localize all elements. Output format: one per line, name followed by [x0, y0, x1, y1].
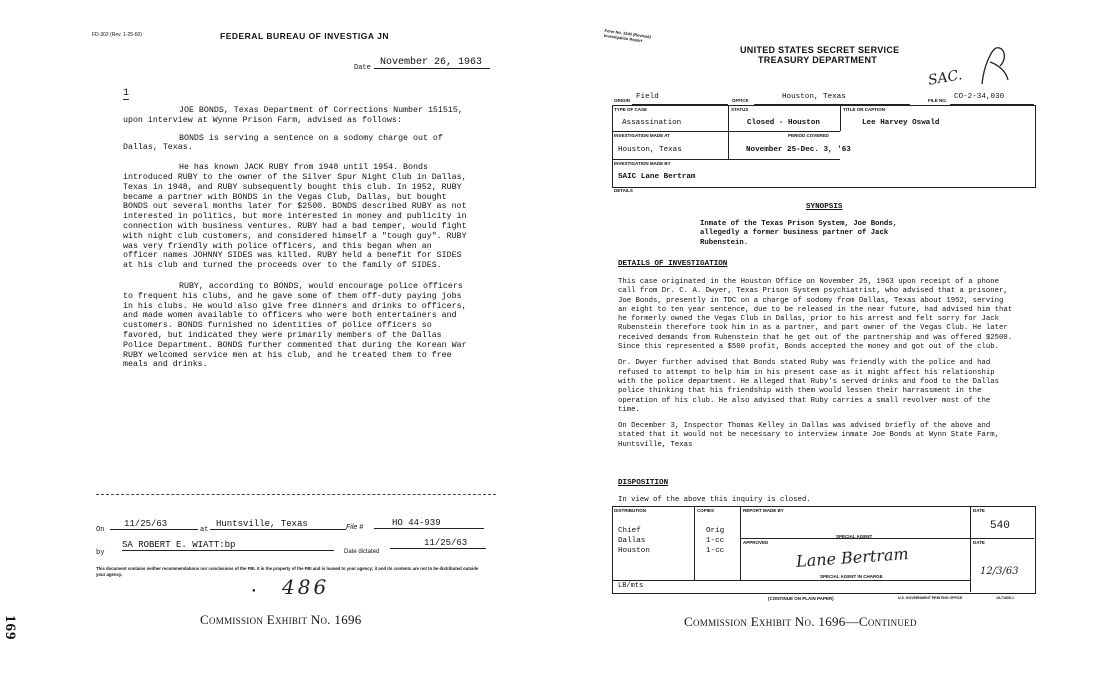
disposition-heading: DISPOSITION: [618, 479, 669, 487]
bullet-mark: ●: [252, 588, 256, 594]
list-item: Chief: [618, 527, 641, 535]
secret-service-document: [600, 28, 1040, 608]
right-caption: Commission Exhibit No. 1696—Continued: [684, 614, 917, 629]
report-by-label: REPORT MADE BY: [743, 508, 784, 513]
dictated-label: Date dictated: [344, 549, 380, 555]
origin: Field: [636, 93, 659, 101]
list-item: Orig: [706, 527, 725, 535]
synopsis-heading: SYNOPSIS: [806, 203, 843, 211]
details-text: [618, 278, 1014, 450]
disclaimer: This document contains neither recommendations nor conclusions of the FBI. It is the property of the FBI and is loaned to your agency; it and its contents are not to be distributed outside your agency.: [96, 566, 479, 577]
handwritten-scribble: [974, 44, 1014, 88]
form-number: 16-71605-1: [996, 596, 1014, 600]
department-header: TREASURY DEPARTMENT: [758, 55, 878, 65]
paragraph: JOE BONDS, Texas Department of Corrections Number 151515, upon interview at Wynne Prison Farm, advised as follows:: [123, 106, 463, 125]
list-item: 1-cc: [706, 537, 725, 545]
divider: [96, 494, 496, 495]
office-label: OFFICE: [732, 98, 749, 103]
details-heading: DETAILS OF INVESTIGATION: [618, 260, 728, 268]
period-label: PERIOD COVERED: [788, 133, 829, 138]
dictated-date: 11/25/63: [390, 538, 486, 549]
paragraph: BONDS is serving a sentence on a sodomy charge out of Dallas, Texas.: [123, 133, 443, 153]
form-code: Form No. 1540 (Revised) Investigation Report: [603, 27, 652, 44]
synopsis-text: Inmate of the Texas Prison System, Joe Bonds, allegedly a former business partner of Jack Rubenstein.: [700, 220, 898, 247]
file-label: File #: [346, 524, 364, 531]
made-by: SAIC Lane Bertram: [618, 173, 696, 181]
at-label: at: [200, 526, 209, 534]
gpo-note: U.S. GOVERNMENT PRINTING OFFICE: [898, 596, 963, 600]
form-code: FD-302 (Rev. 1-25-60): [92, 32, 142, 38]
copies-list: [706, 526, 724, 556]
page-stamp: 540: [990, 520, 1010, 532]
file-number: HO 44-939: [374, 518, 484, 529]
agent-name: SA ROBERT E. WIATT:bp: [122, 540, 334, 551]
type-label: TYPE OF CASE: [614, 107, 648, 112]
interview-place: Huntsville, Texas: [210, 519, 346, 530]
period-covered: November 25-Dec. 3, '63: [746, 146, 851, 154]
copies-label: COPIES: [697, 508, 715, 513]
file-label: FILE NO.: [928, 98, 947, 103]
paragraph: On December 3, Inspector Thomas Kelley in Dallas was advised briefly of the above and stated that it would not be necessary to interview inmate Joe Bonds at Wynn State Farm, Huntsville, Texas: [618, 422, 999, 449]
date-label: Date: [354, 64, 371, 72]
made-at-label: INVESTIGATION MADE AT: [614, 133, 670, 138]
details-label: DETAILS: [614, 188, 633, 193]
approved-date-label: DATE: [973, 540, 985, 545]
continue-note: (CONTINUE ON PLAIN PAPER): [768, 596, 834, 601]
approved-date: 12/3/63: [980, 566, 1019, 577]
made-by-label: INVESTIGATION MADE BY: [614, 161, 671, 166]
case-type: Assassination: [622, 119, 682, 127]
case-status: Closed - Houston: [747, 119, 820, 127]
interview-date: 11/25/63: [110, 519, 198, 530]
by-label: by: [96, 549, 105, 557]
special-agent-label: SPECIAL AGENT: [836, 534, 873, 539]
fbi-document: [92, 28, 502, 608]
paragraph: He has known JACK RUBY from 1948 until 1954. Bonds introduced RUBY to the owner of the Silver Spur Night Club in Dallas, Texas in 1948, and RUBY subsequently bought this club. In 1952, RUBY became a partner with BONDS in the Vegas Club, Dallas, but bought BONDS out several months later for $2500. BONDS described RUBY as not interested in politics, but more interested in money and publicity in connection with business ventures. RUBY had a bad temper, would fight with night club customers, and considered himself a "tough guy". RUBY was very friendly with police officers, and this began when an officer names JOHNNY SIDES was killed. RUBY held a benefit for SIDES at his club and turned the proceeds over to the family of SIDES.: [123, 163, 467, 271]
case-title: Lee Harvey Oswald: [862, 119, 940, 127]
file-number: CO-2-34,030: [954, 93, 1005, 101]
paragraph: RUBY, according to BONDS, would encourage police officers to frequent his clubs, and he gave some of them off-duty paying jobs in his clubs. He would also give free dinners and drinks to officers, and made women available to officers who were both entertainers and customers. BONDS furnished no identities of police officers so favored, but indicated they were primarily members of the Dallas Police Department. BONDS further commented that during the Korean War RUBY welcomed service men at his club, and he treated them to free meals and drinks.: [123, 281, 467, 370]
date-label: DATE: [973, 508, 985, 513]
title-label: TITLE OR CAPTION: [843, 107, 885, 112]
paragraph: This case originated in the Houston Office on November 25, 1963 upon receipt of a phone call from Dr. C. A. Dwyer, Texas Prison System psychiatrist, who advised that a prisoner, Joe Bonds, presently in TDC on a charge of sodomy from Dallas, Texas about 1952, serving an eight to ten year sentence, due to be released in the near future, had advised him that he formerly owned the Vegas Club in Dallas, prior to his arrest and felt sorry for Jack Rubenstein therefore took him in as a partner, and part owner of the Vegas Club. He later received demands from Rubenstein that he get out of the partnership and was offered $2500. Since this represented a $500 profit, Bonds accepted the money and got out of the club.: [618, 278, 1013, 352]
distribution-list: [618, 526, 650, 556]
approved-label: APPROVED: [743, 540, 769, 545]
agency-header: UNITED STATES SECRET SERVICE: [740, 45, 900, 55]
approved-signature: Lane Bertram: [795, 544, 910, 571]
typist-initials: LB/mts: [618, 582, 644, 590]
left-caption: Commission Exhibit No. 1696: [200, 612, 362, 627]
distribution-label: DISTRIBUTION: [614, 508, 646, 513]
status-label: STATUS: [731, 107, 749, 112]
handwritten-number: 486: [282, 575, 330, 599]
origin-label: ORIGIN: [614, 98, 631, 103]
item-number: 1: [123, 88, 130, 99]
handwritten-initials: SAC.: [926, 67, 964, 89]
on-label: On: [96, 526, 105, 534]
office: Houston, Texas: [782, 93, 846, 101]
sac-label: SPECIAL AGENT IN CHARGE: [820, 574, 883, 579]
agency-header: FEDERAL BUREAU OF INVESTIGA JN: [220, 31, 389, 41]
fbi-body: [123, 106, 469, 370]
paragraph: Dr. Dwyer further advised that Bonds stated Ruby was friendly with the police and had refused to attempt to help him in his present case as it might affect his relationship with the police department. He alleged that Ruby's served drinks and food to the Dallas police thinking that his friendship with them would lessen their harrassment in the operation of his club. He also advised that Ruby carries a small revolver most of the time.: [618, 359, 999, 414]
page-number: 169: [2, 615, 18, 641]
list-item: 1-cc: [706, 547, 725, 555]
report-date: November 26, 1963: [374, 57, 490, 69]
disposition-text: In view of the above this inquiry is closed.: [618, 496, 811, 504]
made-at: Houston, Texas: [618, 146, 682, 154]
list-item: Dallas: [618, 537, 646, 545]
list-item: Houston: [618, 547, 650, 555]
